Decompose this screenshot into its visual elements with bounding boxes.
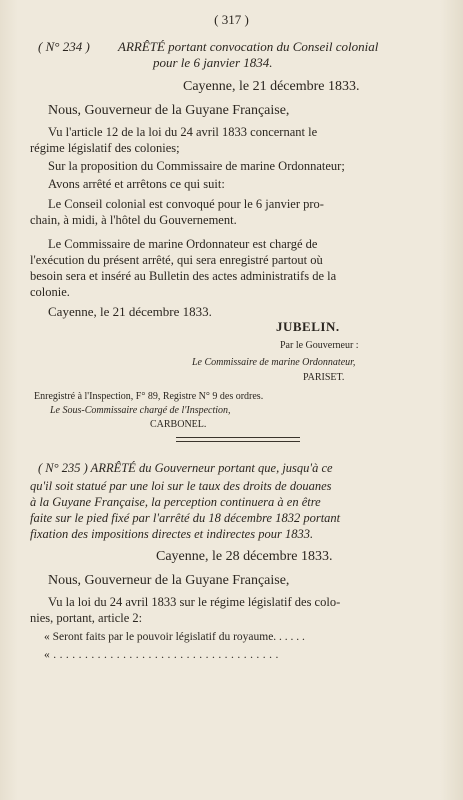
a235-p1-line1: Vu la loi du 24 avril 1833 sur le régime législatif des colo- (48, 595, 341, 609)
page-number: ( 317 ) (214, 12, 249, 27)
a234-p4-line2: chain, à midi, à l'hôtel du Gouvernement. (30, 213, 237, 227)
a235-dateline: Cayenne, le 28 décembre 1833. (156, 549, 333, 564)
section-divider-thin (176, 441, 300, 442)
a235-ellipsis-line: « . . . . . . . . . . . . . . . . . . . . . . . . . . . . . . . . . . . . (44, 649, 279, 661)
section-divider (176, 437, 300, 438)
a234-closing-date: Cayenne, le 21 décembre 1833. (48, 304, 212, 319)
a234-heading-line2: pour le 6 janvier 1834. (153, 55, 273, 70)
a234-dateline: Cayenne, le 21 décembre 1833. (183, 79, 360, 94)
a234-intro: Nous, Gouverneur de la Guyane Française, (48, 103, 290, 118)
a234-p5-line3: besoin sera et inséré au Bulletin des actes administratifs de la (30, 269, 337, 283)
a234-sous-commissaire-title: Le Sous-Commissaire chargé de l'Inspection, (50, 405, 231, 416)
a234-p5-line4: colonie. (30, 285, 70, 299)
a235-heading-line2: qu'il soit statué par une loi sur le taux des droits de douanes (30, 479, 332, 493)
a234-p4-line1: Le Conseil colonial est convoqué pour le 6 janvier pro- (48, 197, 324, 211)
a234-par-gouverneur: Par le Gouverneur : (280, 340, 359, 351)
a234-commissaire-name: PARISET. (303, 372, 345, 383)
a234-p1-line2: régime législatif des colonies; (30, 141, 180, 155)
a235-quote: « Seront faits par le pouvoir législatif du royaume. . . . . . (44, 631, 305, 643)
a234-p5-line1: Le Commissaire de marine Ordonnateur est chargé de (48, 237, 318, 251)
a234-p2: Sur la proposition du Commissaire de marine Ordonnateur; (48, 159, 345, 173)
a234-p1-line1: Vu l'article 12 de la loi du 24 avril 1833 concernant le (48, 125, 318, 139)
a234-signature: JUBELIN. (276, 319, 340, 334)
a234-p5-line2: l'exécution du présent arrêté, qui sera enregistré partout où (30, 253, 323, 267)
a235-p1-line2: nies, portant, article 2: (30, 611, 143, 625)
a234-heading-title: ARRÊTÉ portant convocation du Conseil colonial (118, 39, 379, 54)
a234-heading-number: ( N° 234 ) (38, 39, 90, 54)
a234-sous-commissaire-name: CARBONEL. (150, 419, 207, 430)
a234-p3: Avons arrêté et arrêtons ce qui suit: (48, 177, 225, 191)
a234-registre: Enregistré à l'Inspection, F° 89, Registre N° 9 des ordres. (34, 391, 264, 402)
a234-commissaire-title: Le Commissaire de marine Ordonnateur, (192, 357, 356, 368)
a235-heading-line4: faite sur le pied fixé par l'arrêté du 18 décembre 1832 portant (30, 511, 341, 525)
a235-heading-line5: fixation des impositions directes et indirectes pour 1833. (30, 527, 314, 541)
a235-intro: Nous, Gouverneur de la Guyane Française, (48, 573, 290, 588)
a235-heading-line3: à la Guyane Française, la perception continuera à en être (30, 495, 321, 509)
a235-heading-line1: ( N° 235 ) ARRÊTÉ du Gouverneur portant que, jusqu'à ce (38, 461, 333, 475)
